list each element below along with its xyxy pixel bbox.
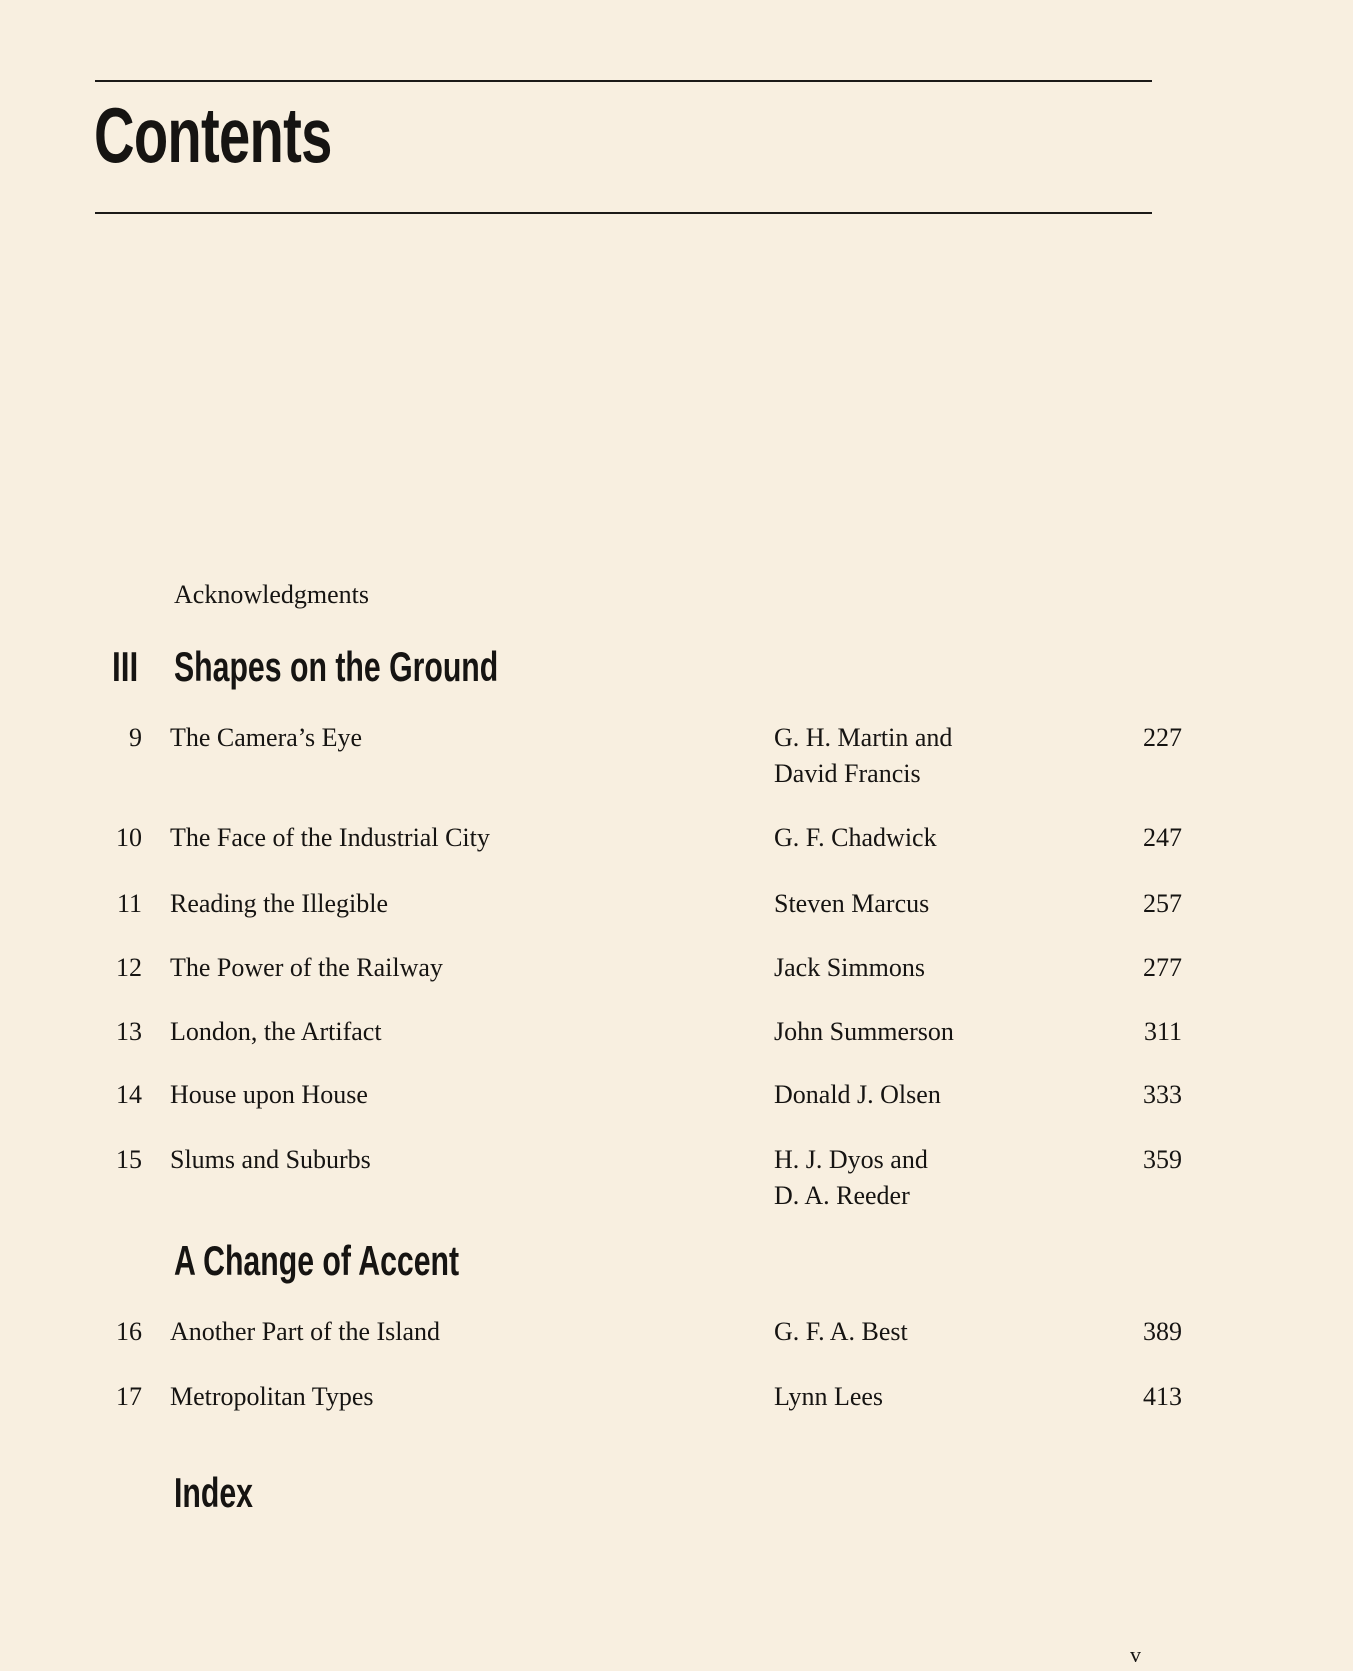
page-title: Contents [94, 91, 332, 179]
chapter-number: 12 [116, 953, 142, 982]
chapter-author [774, 1142, 1034, 1214]
chapter-title: Slums and Suburbs [170, 1145, 371, 1174]
author-line: Jack Simmons [774, 953, 925, 982]
chapter-author [774, 1379, 1034, 1415]
page-number: 389 [1143, 1317, 1182, 1346]
page-number: 227 [1143, 723, 1182, 752]
page-number: 257 [1143, 889, 1182, 918]
author-line: Donald J. Olsen [774, 1080, 941, 1109]
author-line: G. F. Chadwick [774, 823, 937, 852]
author-line: John Summerson [774, 1017, 954, 1046]
chapter-number: 11 [116, 889, 142, 918]
acknowledgments-entry: Acknowledgments [174, 580, 369, 609]
part-number: III [112, 643, 139, 690]
author-line: H. J. Dyos and [774, 1145, 928, 1174]
chapter-author [774, 950, 1034, 986]
chapter-title: The Camera’s Eye [170, 723, 363, 752]
author-line: David Francis [774, 759, 921, 788]
page-number: 413 [1143, 1382, 1182, 1411]
chapter-author [774, 820, 1034, 856]
chapter-number: 15 [116, 1145, 142, 1174]
page-number: 247 [1143, 823, 1182, 852]
page-number: 359 [1143, 1145, 1182, 1174]
chapter-number: 10 [116, 823, 142, 852]
chapter-title: Another Part of the Island [170, 1317, 441, 1346]
index-heading: Index [174, 1469, 253, 1516]
chapter-title: Metropolitan Types [170, 1382, 374, 1411]
author-line: D. A. Reeder [774, 1181, 910, 1210]
chapter-author [774, 720, 1034, 792]
author-line: G. F. A. Best [774, 1317, 908, 1346]
chapter-number: 9 [129, 723, 142, 752]
page-number: 311 [1143, 1017, 1182, 1046]
chapter-author [774, 886, 1034, 922]
part-title: Shapes on the Ground [174, 643, 499, 690]
chapter-author [774, 1077, 1034, 1113]
author-line: G. H. Martin and [774, 723, 953, 752]
page-number: 333 [1143, 1080, 1182, 1109]
chapter-author [774, 1314, 1034, 1350]
chapter-number: 14 [116, 1080, 142, 1109]
section-title: A Change of Accent [174, 1237, 460, 1284]
chapter-number: 17 [116, 1382, 142, 1411]
chapter-title: London, the Artifact [170, 1017, 382, 1046]
chapter-number: 13 [116, 1017, 142, 1046]
chapter-title: House upon House [170, 1080, 368, 1109]
chapter-author [774, 1014, 1034, 1050]
folio-page-number: v [1130, 1642, 1141, 1667]
chapter-title: The Face of the Industrial City [170, 823, 490, 852]
page-number: 277 [1143, 953, 1182, 982]
chapter-title: The Power of the Railway [170, 953, 443, 982]
author-line: Lynn Lees [774, 1382, 884, 1411]
top-rule [95, 80, 1152, 82]
chapter-number: 16 [116, 1317, 142, 1346]
title-underline-rule [95, 212, 1152, 214]
chapter-title: Reading the Illegible [170, 889, 389, 918]
author-line: Steven Marcus [774, 889, 930, 918]
